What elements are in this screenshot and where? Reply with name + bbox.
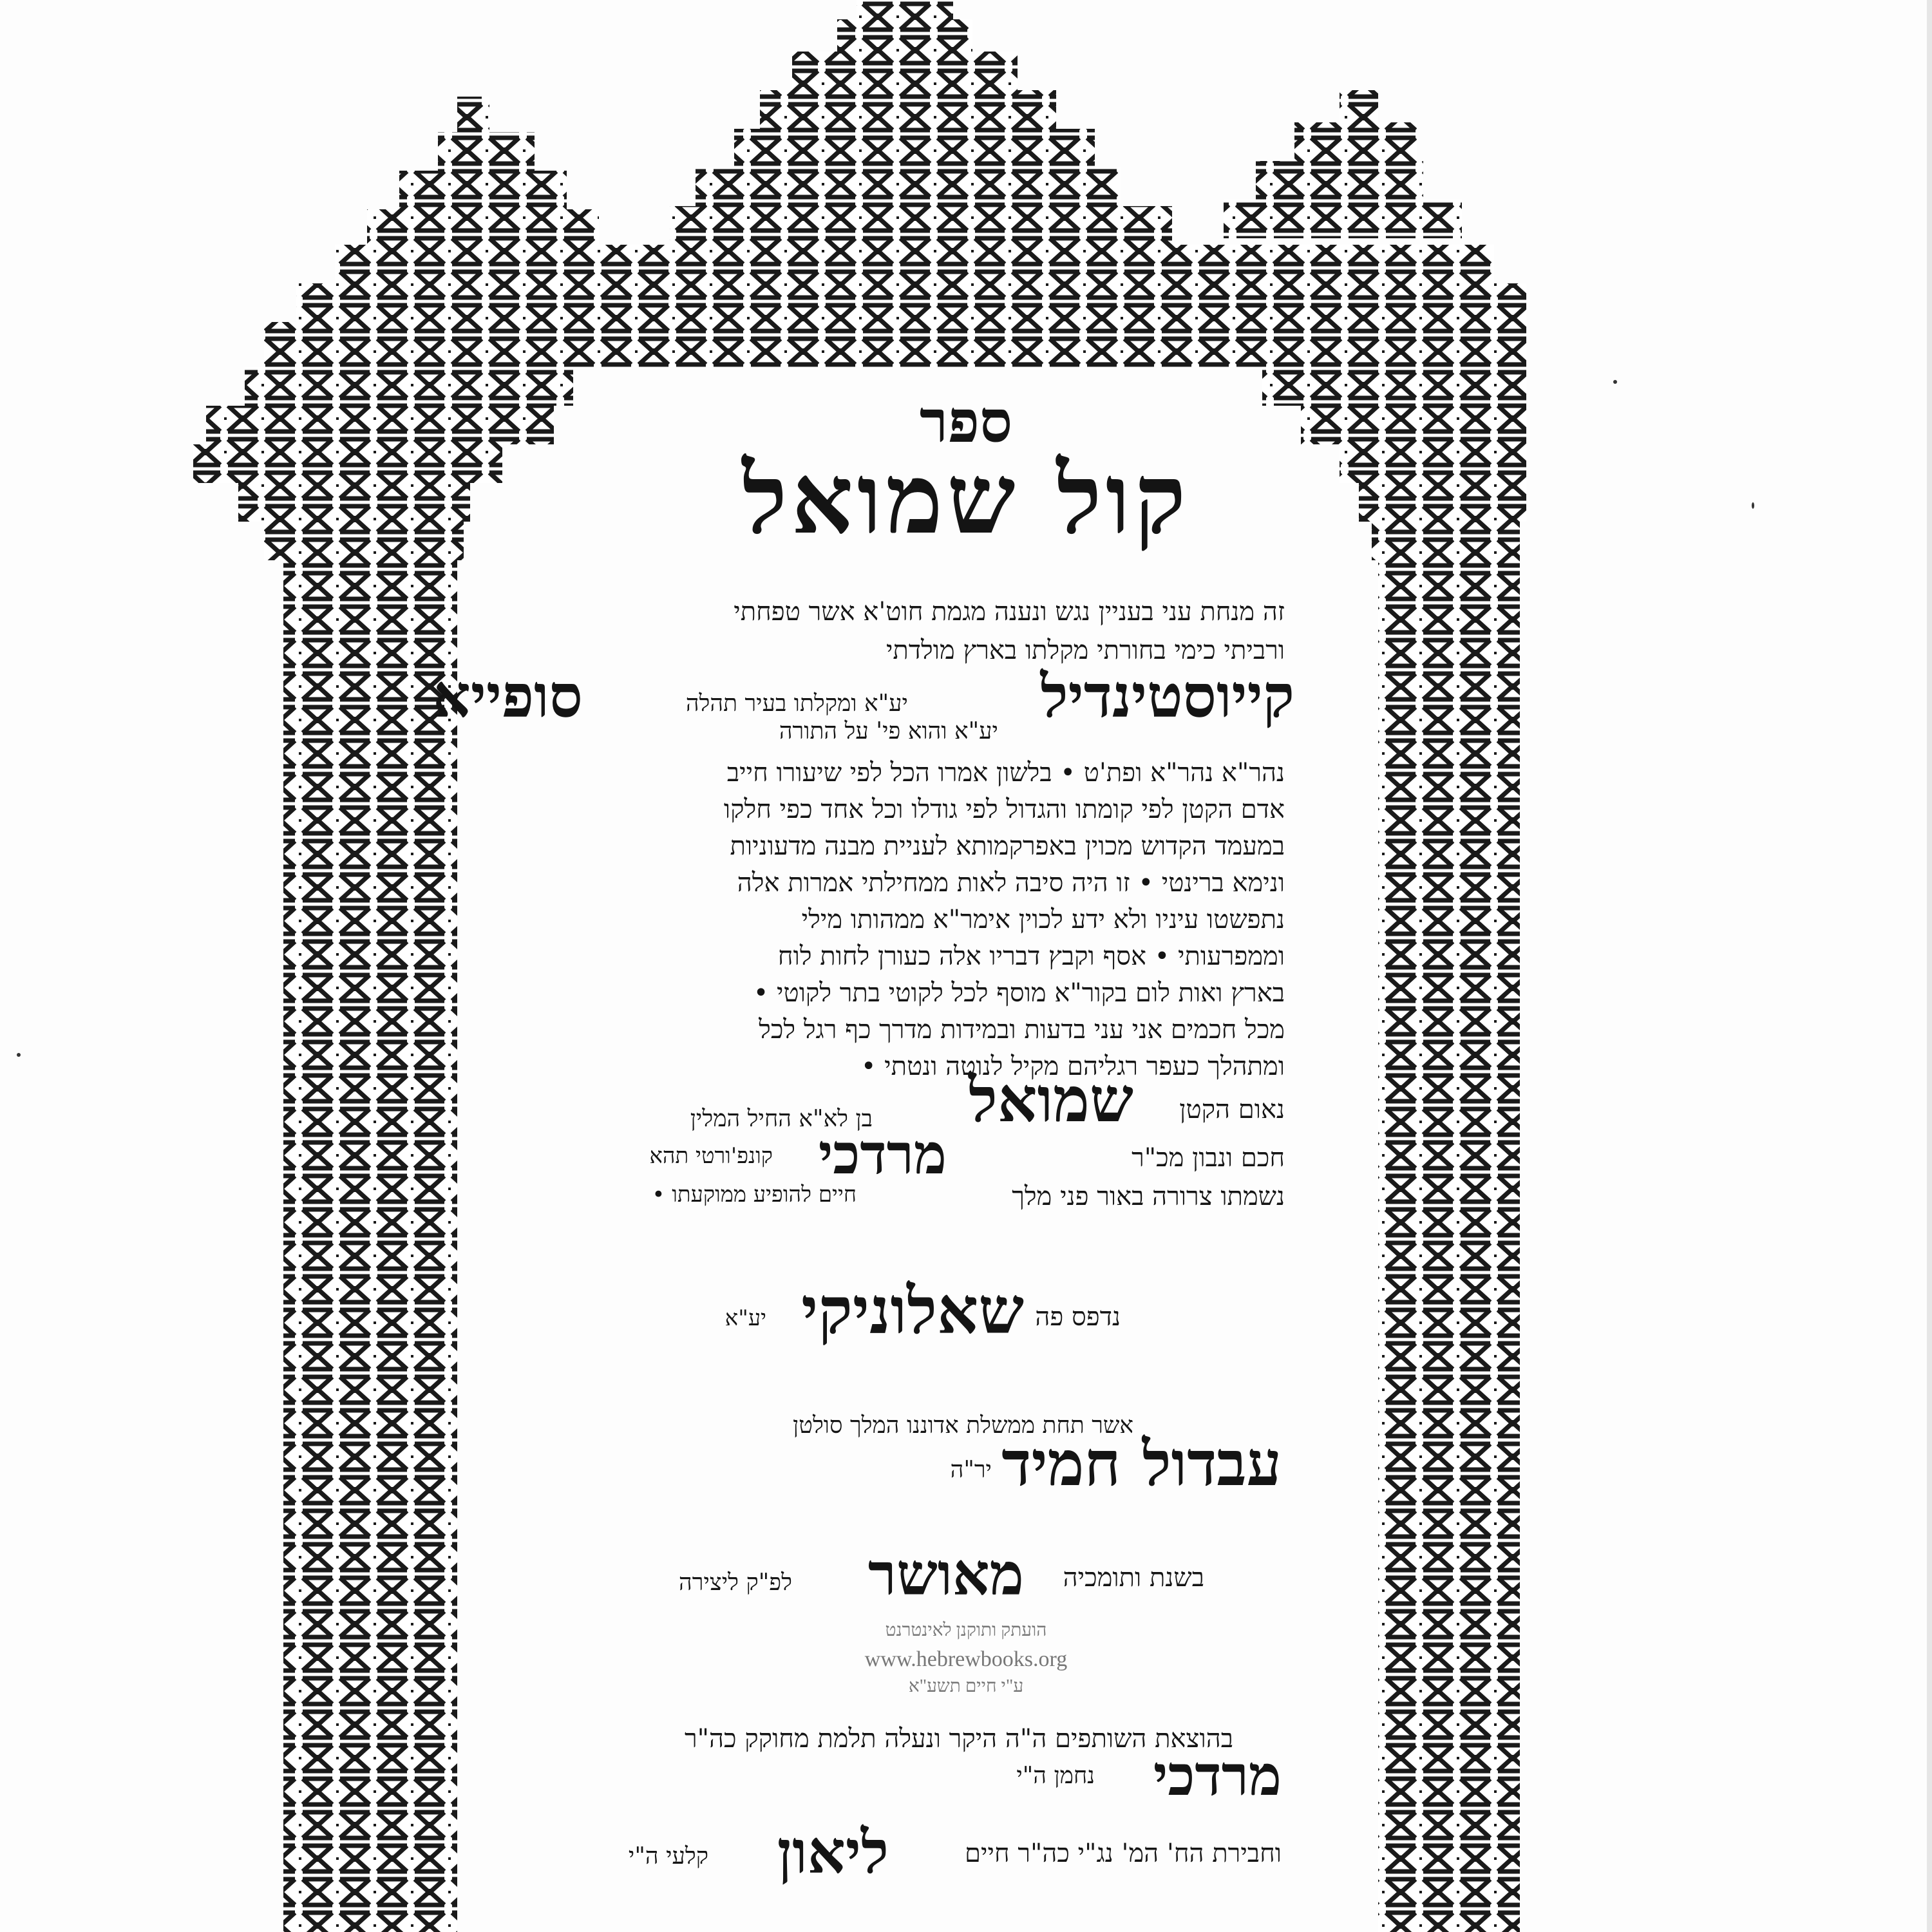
body-line-1: נהר"א נהר"א ופת'ט • בלשון אמרו הכל לפי שיעורו חייב	[726, 758, 1285, 788]
sofia-suffix: יע"א והוא פי' על התורה	[779, 718, 998, 744]
year-suffix: לפ"ק ליצירה	[679, 1569, 792, 1596]
print-city: שאלוניקי	[801, 1273, 1024, 1349]
intro-line-2: ורביתי כימי בחורתי מקלתו בארץ מולדתי	[886, 636, 1285, 665]
author-name: שמואל	[969, 1063, 1133, 1136]
sponsor-line: בהוצאת השותפים ה"ה היקר ונעלה תלמת מחוקק כה"ר	[684, 1724, 1233, 1754]
konforti-line: קונפ'ורטי תהא	[649, 1143, 773, 1169]
book-title: קול שמואל	[742, 442, 1190, 556]
chaim-line: חיים להופיע ממוקעתו •	[652, 1182, 857, 1208]
wise-line: חכם ונבון מכ"ר	[1132, 1143, 1285, 1173]
ruler-line: אשר תחת ממשלת אדוננו המלך סולטן	[793, 1412, 1133, 1439]
final-suffix: קלעי ה"י	[628, 1843, 708, 1870]
year-prefix: בשנת ותומכיה	[1063, 1563, 1204, 1593]
city-name-sofia: סופייא	[432, 661, 583, 731]
sefer-label: ספר	[919, 388, 1013, 456]
body-line-5: נתפשטו עיניו ולא ידע לכוין אימר"א ממהותו מילי	[801, 905, 1285, 934]
body-line-3: במעמד הקדוש מכוין באפרקמותא לעניית מבנה מדעוניות	[730, 831, 1285, 861]
year-word: מאושר	[867, 1540, 1024, 1609]
digitization-url: www.hebrewbooks.org	[864, 1647, 1068, 1671]
print-city-suffix: יע"א	[724, 1305, 766, 1331]
final-prefix: וחבירת הח' המ' נג"י כה"ר חיים	[965, 1839, 1282, 1868]
intro-line-1: זה מנחת עני בעניין נגש ונענה מגמת חוט'א אשר טפחתי	[734, 597, 1285, 627]
print-prefix: נדפס פה	[1035, 1302, 1121, 1332]
body-line-4: ונימא ברינטי • זו היה סיבה לאות ממחילתי אמרות אלה	[737, 868, 1285, 898]
scan-speck	[1752, 502, 1754, 509]
body-line-6: וממפרעותי • אסף וקבץ דבריו אלה כעורן לחות לוח	[777, 942, 1285, 971]
digitization-line-1: הועתק ותוקנן לאינטרנט	[885, 1620, 1047, 1640]
father-name: מרדכי	[818, 1122, 947, 1187]
final-name: ליאון	[777, 1817, 889, 1887]
author-father-prefix: בן לא"א החיל המלין	[690, 1106, 873, 1132]
scan-speck	[17, 1053, 21, 1057]
city-suffix: יע"א ומקלתו בעיר תהלה	[685, 690, 908, 717]
body-line-7: בארץ ואות לום בקור"א מוסף לכל לקוטי בתר לקוטי •	[753, 978, 1285, 1008]
nishmato-line: נשמתו צרורה באור פני מלך	[1012, 1182, 1285, 1211]
author-prefix: נאום הקטן	[1179, 1095, 1285, 1124]
sultan-suffix: יר"ה	[950, 1457, 992, 1483]
body-line-9: ומתהלך כעפר רגליהם מקיל לנוטה ונטתי •	[860, 1052, 1285, 1081]
body-line-2: אדם הקטן לפי קומתו והגדול לפי גודלו וכל אחד כפי חלקו	[723, 795, 1285, 824]
city-name-kyustendil: קייוסטינדיל	[1040, 661, 1294, 731]
sponsor-suffix: נחמן ה"י	[1016, 1763, 1095, 1789]
body-line-8: מכל חכמים אני עני בדעות ובמידות מדרך כף רגל לכל	[759, 1015, 1285, 1045]
sponsor-name: מרדכי	[1153, 1743, 1282, 1808]
digitization-line-3: ע"י חיים תשע"א	[908, 1676, 1024, 1696]
scan-speck	[1613, 380, 1617, 384]
sultan-name: עבדול חמיד	[1001, 1427, 1282, 1500]
